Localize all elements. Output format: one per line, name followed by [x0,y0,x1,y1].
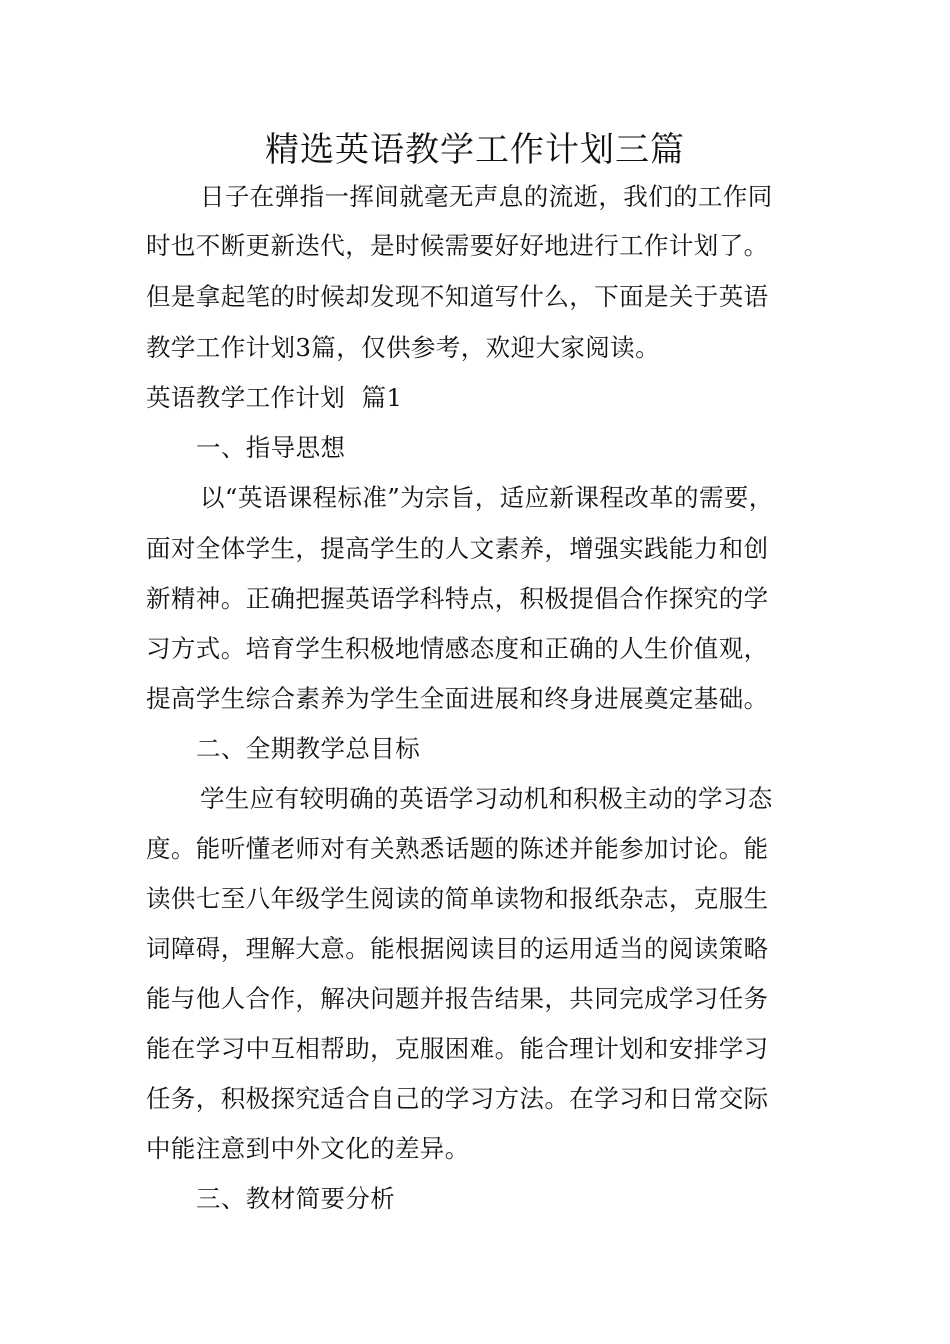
section-title: 英语教学工作计划 篇1 [146,383,403,412]
paragraph-line: 能在学习中互相帮助，克服困难。能合理计划和安排学习 [146,1034,769,1063]
heading-overall-goals: 二、全期教学总目标 [196,734,421,763]
intro-line: 教学工作计划3篇，仅供参考，欢迎大家阅读。 [146,333,660,362]
paragraph-line: 度。能听懂老师对有关熟悉话题的陈述并能参加讨论。能 [146,834,769,863]
paragraph-line: 面对全体学生，提高学生的人文素养，增强实践能力和创 [146,534,769,563]
intro-line: 日子在弹指一挥间就毫无声息的流逝，我们的工作同 [200,182,773,211]
intro-line: 但是拿起笔的时候却发现不知道写什么，下面是关于英语 [146,282,769,311]
heading-guiding-ideology: 一、指导思想 [196,433,346,462]
paragraph-line: 读供七至八年级学生阅读的简单读物和报纸杂志，克服生 [146,884,769,913]
paragraph-line: 习方式。培育学生积极地情感态度和正确的人生价值观， [146,634,769,663]
paragraph-line: 任务，积极探究适合自己的学习方法。在学习和日常交际 [146,1084,769,1113]
paragraph-line: 以“英语课程标准”为宗旨，适应新课程改革的需要， [200,483,774,512]
paragraph-line: 提高学生综合素养为学生全面进展和终身进展奠定基础。 [146,684,769,713]
paragraph-line: 学生应有较明确的英语学习动机和积极主动的学习态 [200,784,773,813]
paragraph-line: 能与他人合作，解决问题并报告结果，共同完成学习任务 [146,984,769,1013]
paragraph-line: 词障碍，理解大意。能根据阅读目的运用适当的阅读策略 [146,934,769,963]
heading-textbook-analysis: 三、教材简要分析 [196,1184,396,1213]
document-title: 精选英语教学工作计划三篇 [265,130,685,170]
paragraph-line: 中能注意到中外文化的差异。 [146,1134,470,1163]
paragraph-line: 新精神。正确把握英语学科特点，积极提倡合作探究的学 [146,584,769,613]
intro-line: 时也不断更新迭代，是时候需要好好地进行工作计划了。 [146,231,769,260]
